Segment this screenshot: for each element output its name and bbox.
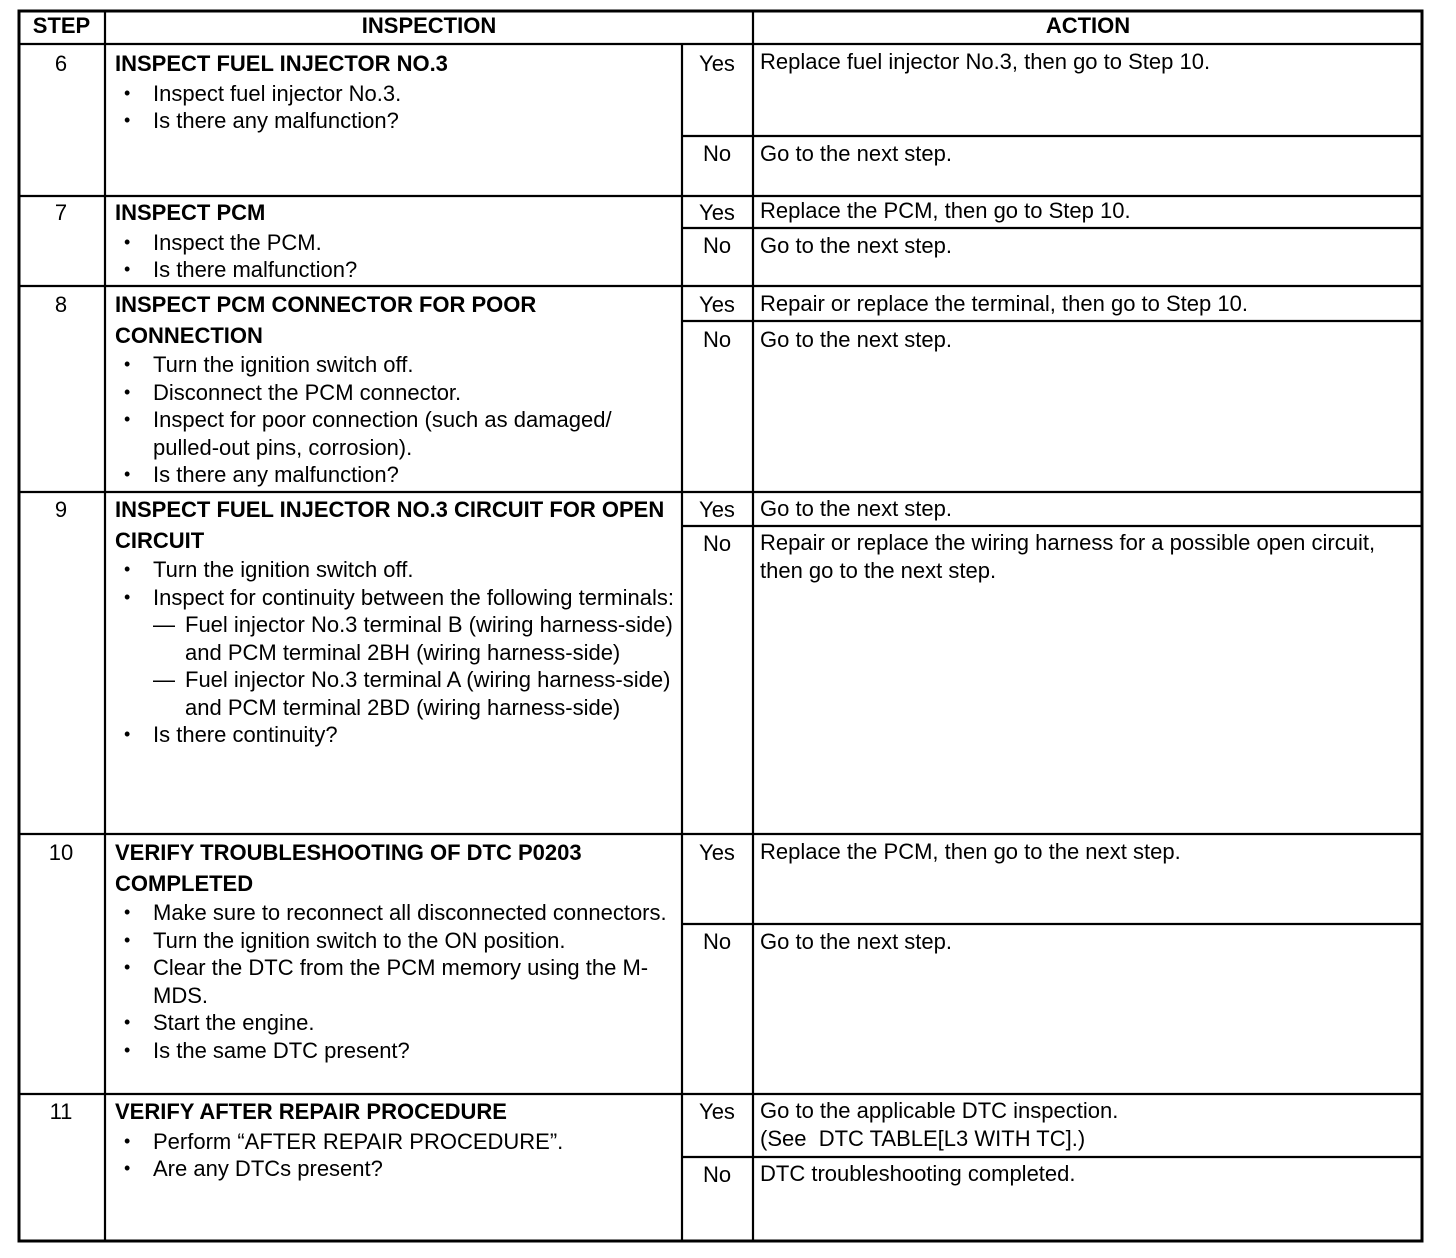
yes-action: Replace the PCM, then go to Step 10. <box>760 198 1131 223</box>
step-number: 6 <box>54 51 68 76</box>
no-label: No <box>702 531 732 556</box>
step-inspection <box>115 495 681 749</box>
yes-label: Yes <box>699 292 735 317</box>
no-action: Go to the next step. <box>760 141 953 166</box>
step-number: 7 <box>54 200 68 225</box>
inspection-bullet: • Is there malfunction? <box>115 256 681 284</box>
inspection-bullet: • Is there continuity? <box>115 721 681 749</box>
inspection-bullet: • Turn the ignition switch off. <box>115 556 681 584</box>
step-title: INSPECT PCM CONNECTOR FOR POOR CONNECTION <box>115 292 537 348</box>
step-inspection <box>115 198 681 284</box>
inspection-bullet: • Is there any malfunction? <box>115 107 681 135</box>
no-action: Repair or replace the wiring harness for a possible open circuit, then go to the next step. <box>760 530 1376 583</box>
no-label: No <box>702 233 732 258</box>
inspection-bullet: • Is the same DTC present? <box>115 1037 681 1065</box>
step-title: VERIFY TROUBLESHOOTING OF DTC P0203 COMPLETED <box>115 840 582 896</box>
yes-action: Go to the next step. <box>760 496 953 521</box>
inspection-bullet: • Disconnect the PCM connector. <box>115 379 681 407</box>
inspection-bullet: • Perform “AFTER REPAIR PROCEDURE”. <box>115 1128 681 1156</box>
yes-action <box>760 1097 1415 1152</box>
yes-action: Replace the PCM, then go to the next step. <box>760 839 1181 864</box>
no-label: No <box>702 1162 732 1187</box>
step-inspection <box>115 1097 681 1183</box>
no-label: No <box>702 141 732 166</box>
no-label: No <box>702 327 732 352</box>
yes-action: Repair or replace the terminal, then go to Step 10. <box>760 291 1248 316</box>
inspection-bullet: • Turn the ignition switch off. <box>115 351 681 379</box>
step-number: 10 <box>48 840 74 865</box>
no-action: Go to the next step. <box>760 233 953 258</box>
yes-action-line: Go to the applicable DTC inspection. <box>760 1098 1119 1123</box>
inspection-bullet: • Inspect fuel injector No.3. <box>115 80 681 108</box>
no-label: No <box>702 929 732 954</box>
yes-label: Yes <box>699 200 735 225</box>
no-action: Go to the next step. <box>760 327 953 352</box>
terminal-pair-item: — Fuel injector No.3 terminal B (wiring harness-side) and PCM terminal 2BH (wiring harness-side) <box>153 611 681 666</box>
yes-label: Yes <box>699 497 735 522</box>
no-action: DTC troubleshooting completed. <box>760 1161 1076 1186</box>
yes-label: Yes <box>699 840 735 865</box>
inspection-table <box>18 10 1423 1242</box>
step-title: INSPECT FUEL INJECTOR NO.3 CIRCUIT FOR OPEN CIRCUIT <box>115 497 665 553</box>
step-number: 8 <box>54 292 68 317</box>
step-title: INSPECT PCM <box>115 200 266 225</box>
step-number: 9 <box>54 497 68 522</box>
inspection-bullet: • Inspect for poor connection (such as damaged/ pulled-out pins, corrosion). <box>115 406 681 461</box>
terminal-pair-item: — Fuel injector No.3 terminal A (wiring harness-side) and PCM terminal 2BD (wiring harness-side) <box>153 666 681 721</box>
yes-label: Yes <box>699 1099 735 1124</box>
yes-action: Replace fuel injector No.3, then go to Step 10. <box>760 49 1211 74</box>
yes-label: Yes <box>699 51 735 76</box>
inspection-bullet: • Is there any malfunction? <box>115 461 681 489</box>
inspection-bullet: • Start the engine. <box>115 1009 681 1037</box>
step-inspection <box>115 49 681 135</box>
inspection-bullet: • Inspect for continuity between the following terminals: <box>115 584 681 612</box>
dtc-table-reference: (See DTC TABLE[L3 WITH TC].) <box>760 1125 1086 1151</box>
inspection-bullet: • Make sure to reconnect all disconnected connectors. <box>115 899 681 927</box>
header-inspection: INSPECTION <box>361 13 497 38</box>
inspection-bullet: • Are any DTCs present? <box>115 1155 681 1183</box>
inspection-bullet: • Clear the DTC from the PCM memory using the M-MDS. <box>115 954 681 1009</box>
inspection-bullet: • Inspect the PCM. <box>115 229 681 257</box>
no-action: Go to the next step. <box>760 929 953 954</box>
header-step: STEP <box>32 13 91 38</box>
step-inspection <box>115 838 681 1064</box>
header-action: ACTION <box>1045 13 1131 38</box>
step-title: VERIFY AFTER REPAIR PROCEDURE <box>115 1099 507 1124</box>
step-title: INSPECT FUEL INJECTOR NO.3 <box>115 51 448 76</box>
step-number: 11 <box>49 1099 73 1124</box>
inspection-bullet: • Turn the ignition switch to the ON position. <box>115 927 681 955</box>
step-inspection <box>115 290 681 489</box>
